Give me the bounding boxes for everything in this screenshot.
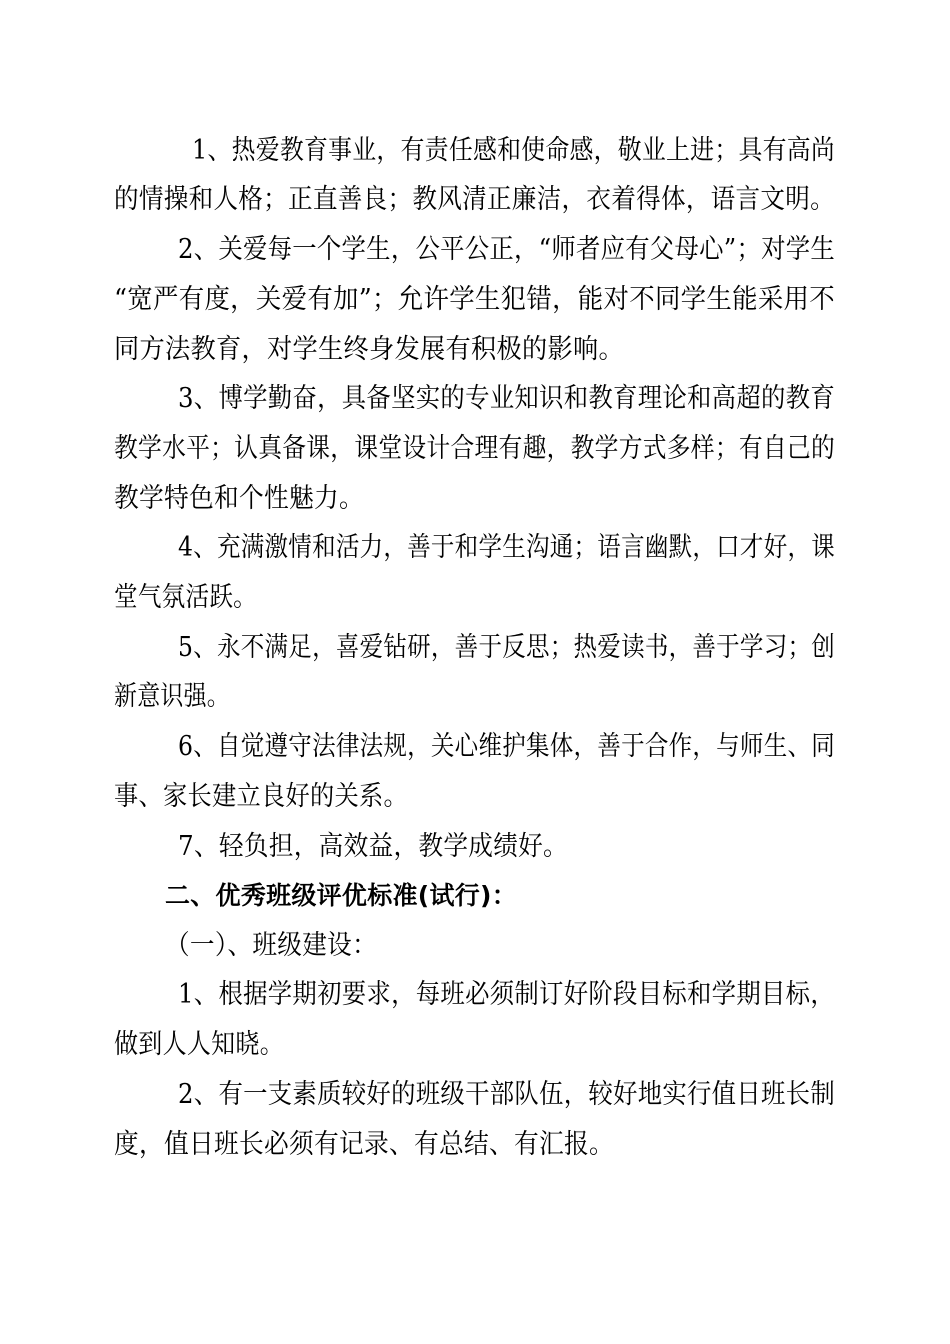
text-line: 同方法教育，对学生终身发展有积极的影响。 xyxy=(114,334,624,365)
text-line: 2、有一支素质较好的班级干部队伍，较好地实行值日班长制 xyxy=(178,1079,835,1110)
text-line: 新意识强。 xyxy=(114,681,230,712)
text-line: 1、热爱教育事业，有责任感和使命感，敬业上进；具有高尚 xyxy=(192,135,835,166)
text-line: 4、充满激情和活力，善于和学生沟通；语言幽默，口才好，课 xyxy=(178,532,835,563)
text-line: 做到人人知晓。 xyxy=(114,1029,284,1060)
text-line: 教学特色和个性魅力。 xyxy=(114,483,364,514)
text-line: 2、关爱每一个学生，公平公正，“师者应有父母心”；对学生 xyxy=(178,234,835,265)
text-line: 1、根据学期初要求，每班必须制订好阶段目标和学期目标， xyxy=(178,979,835,1010)
subsection-heading: （一）、班级建设： xyxy=(165,930,377,961)
text-line: “宽严有度，关爱有加”；允许学生犯错，能对不同学生能采用不 xyxy=(114,284,835,315)
text-line: 3、博学勤奋，具备坚实的专业知识和教育理论和高超的教育 xyxy=(178,383,835,414)
text-line: 7、轻负担，高效益，教学成绩好。 xyxy=(178,831,568,862)
text-line: 度，值日班长必须有记录、有总结、有汇报。 xyxy=(114,1129,614,1160)
text-line: 堂气氛活跃。 xyxy=(114,582,257,613)
text-line: 的情操和人格；正直善良；教风清正廉洁，衣着得体，语言文明。 xyxy=(114,184,835,215)
text-line: 事、家长建立良好的关系。 xyxy=(114,781,408,812)
text-line: 5、永不满足，喜爱钻研，善于反思；热爱读书，善于学习；创 xyxy=(178,632,835,663)
text-line: 教学水平；认真备课，课堂设计合理有趣，教学方式多样；有自己的 xyxy=(114,433,835,464)
section-heading: 二、优秀班级评优标准(试行)： xyxy=(165,881,517,910)
text-line: 6、自觉遵守法律法规，关心维护集体，善于合作，与师生、同 xyxy=(178,731,835,762)
